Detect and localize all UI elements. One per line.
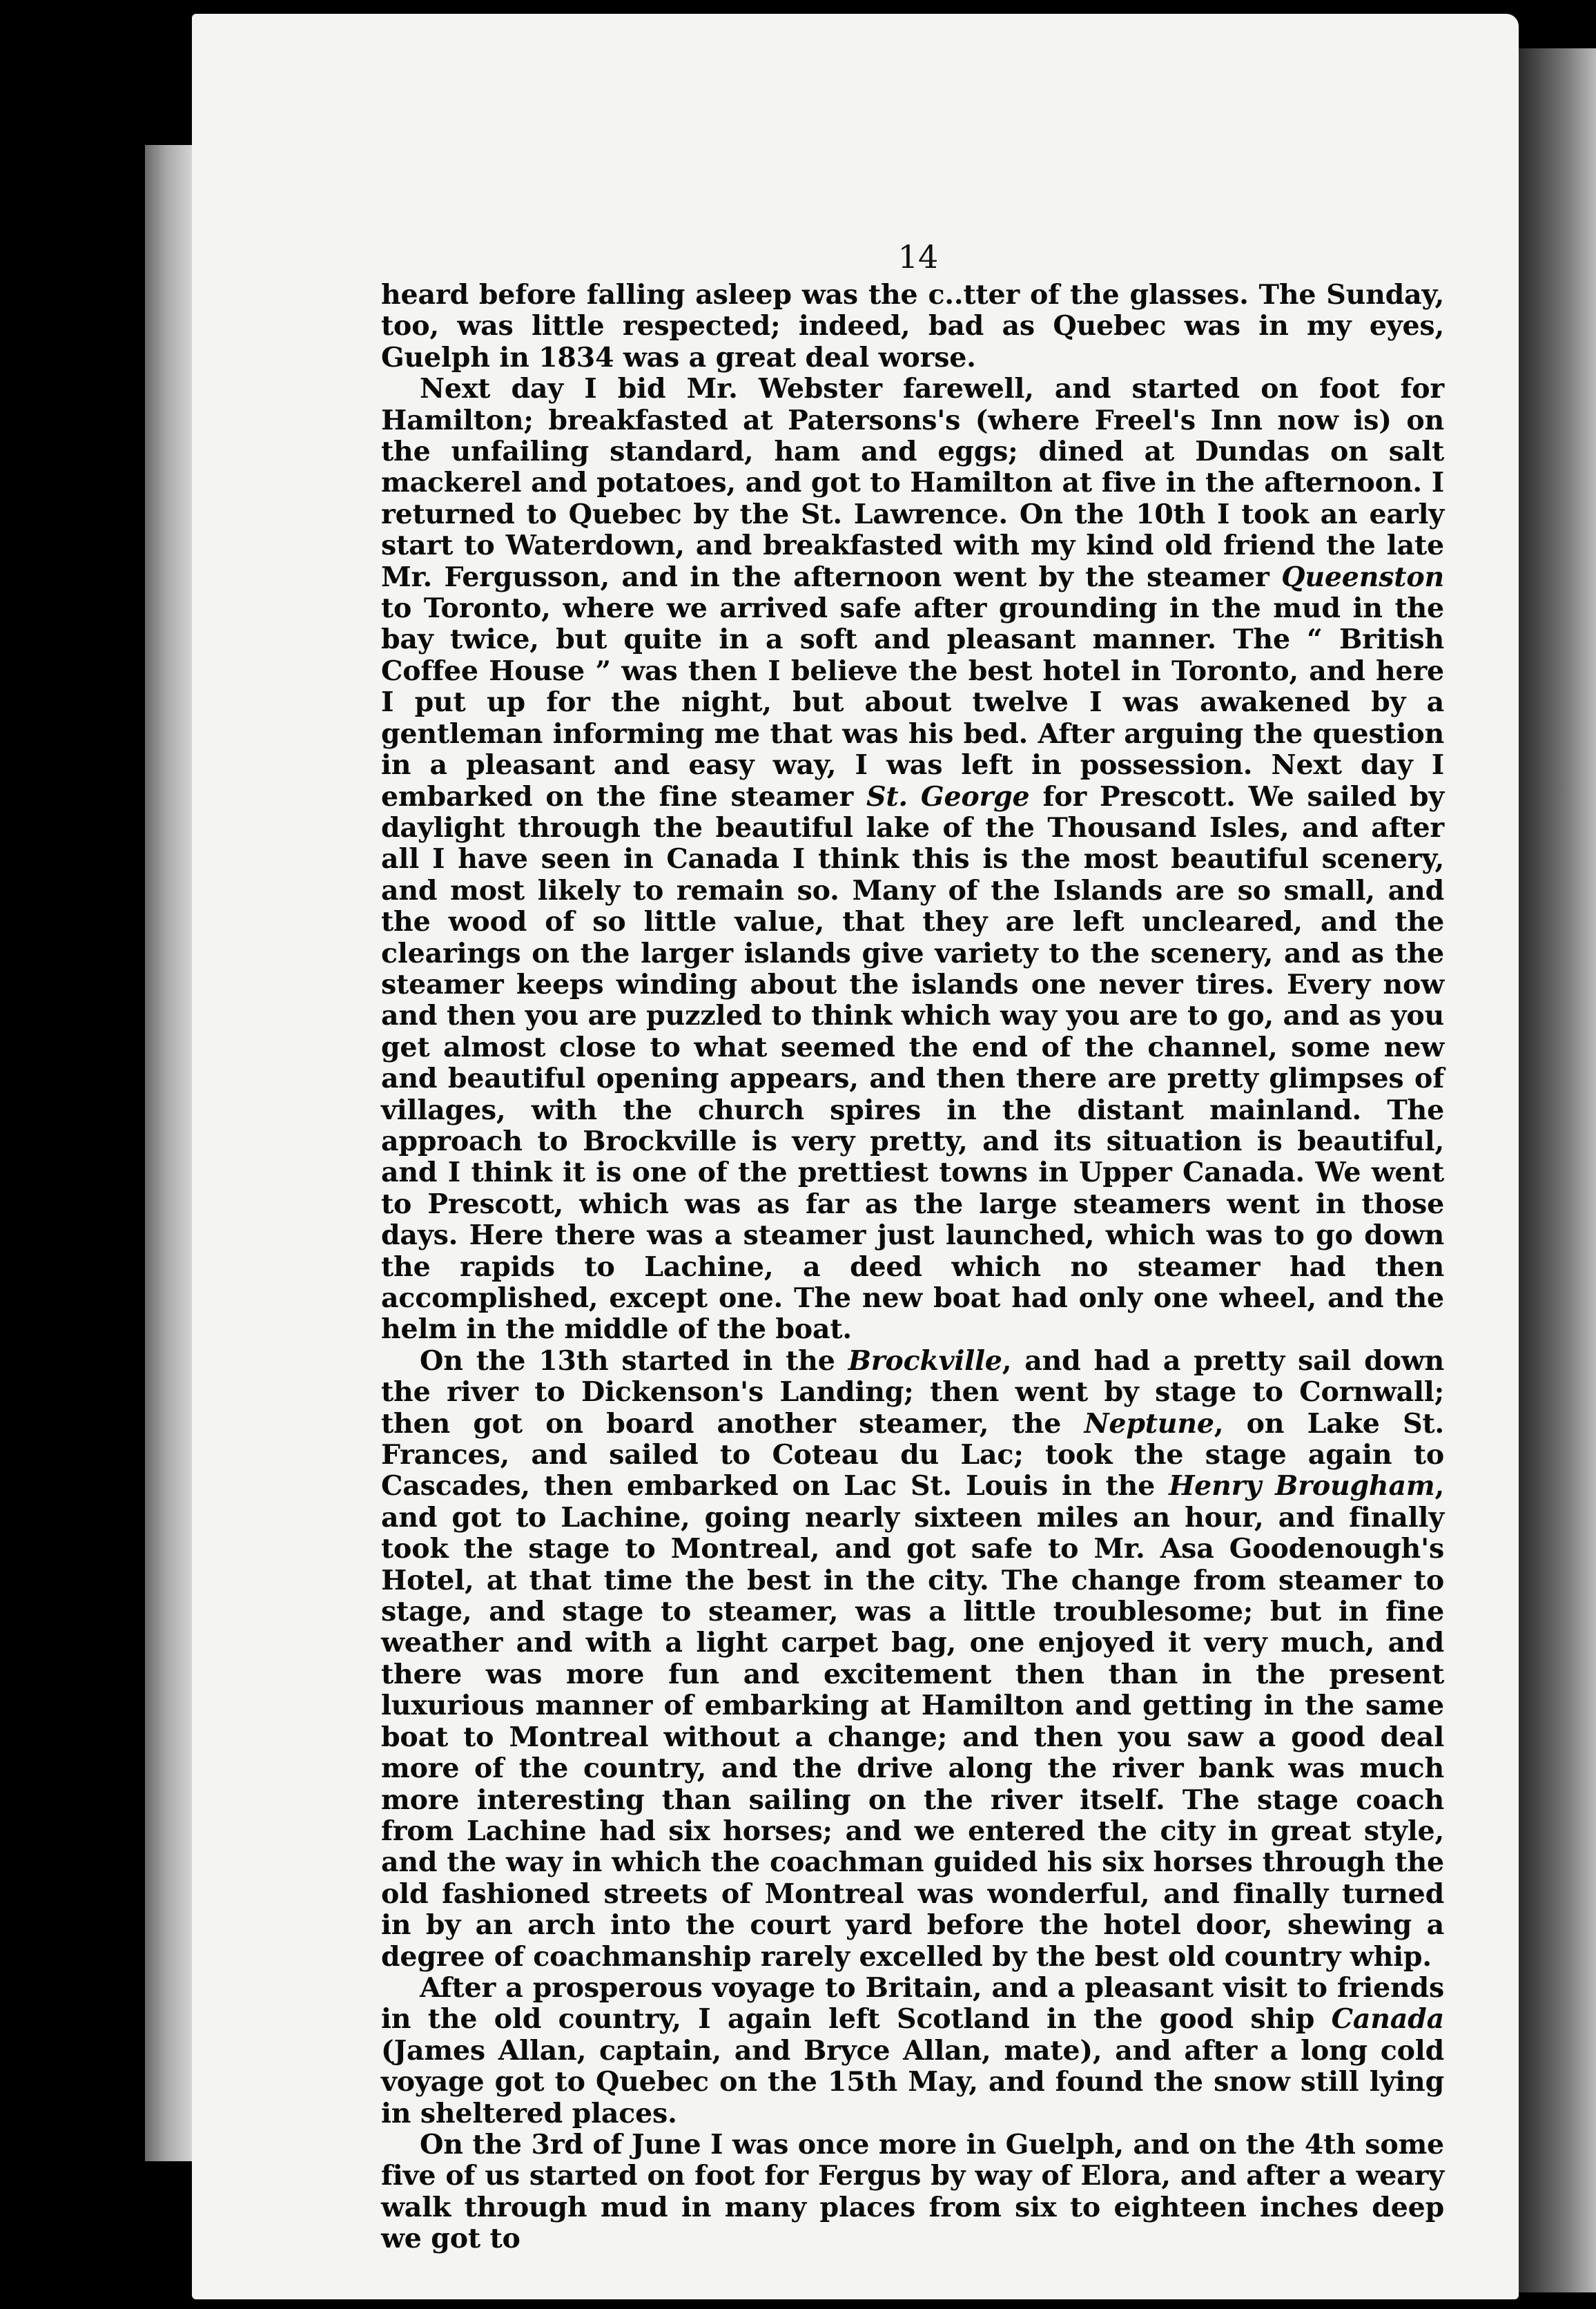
- page-number: 14: [897, 238, 939, 276]
- paragraph: [381, 1973, 1444, 2129]
- text-run: (James Allan, captain, and Bryce Allan, mate), and after a long cold voyage got to Quebec on the 15th May, and found the snow still lying in sheltered places.: [381, 2034, 1444, 2129]
- text-run: On the 13th started in the: [420, 1344, 848, 1377]
- right-page-edge: [1519, 48, 1596, 2292]
- text-run: , and got to Lachine, going nearly sixteen miles an hour, and finally took the stage to Montreal, and got safe to Mr. Asa Goodenough's Hotel, at that time the best in the city. The change from steamer to stage, and stage to steamer, was a little troublesome; but in fine weather and with a light carpet bag, one enjoyed it very much, and there was more fun and excitement then than in the present luxurious manner of embarking at Hamilton and getting in the same boat to Montreal without a change; and then you saw a good deal more of the country, and the drive along the river bank was much more interesting than sailing on the river itself. The stage coach from Lachine had six horses; and we entered the city in great style, and the way in which the coachman guided his six horses through the old fashioned streets of Montreal was wonderful, and finally turned in by an arch into the court yard before the hotel door, shewing a degree of coachmanship rarely excelled by the best old country whip.: [381, 1470, 1444, 1973]
- text-run: , and had a pretty sail down the river to Dickenson's Landing; then went by stage to Cornwall; then got on board another steamer, the: [381, 1344, 1444, 1440]
- italic-name: Brockville: [848, 1344, 1002, 1377]
- text-run: After a prosperous voyage to Britain, and a pleasant visit to friends in the old country, I again left Scotland in the good ship: [381, 1971, 1444, 2036]
- left-binding-edge: [145, 145, 193, 2161]
- text-run: heard before falling asleep was the c..tter of the glasses. The Sunday, too, was little respected; indeed, bad as Quebec was in my eyes, Guelph in 1834 was a great deal worse.: [381, 279, 1444, 374]
- italic-name: Canada: [1331, 2003, 1444, 2036]
- italic-name: Neptune: [1084, 1407, 1214, 1440]
- body-text: [381, 280, 1444, 2255]
- text-run: to Toronto, where we arrived safe after grounding in the mud in the bay twice, but quite in a soft and pleasant manner. The “ British Coffee House ” was then I believe the best hotel in Toronto, and here I put up for the night, but about twelve I was awakened by a gentleman informing me that was his bed. After arguing the question in a pleasant and easy way, I was left in possession. Next day I embarked on the fine steamer: [381, 592, 1444, 813]
- italic-name: Queenston: [1281, 561, 1444, 593]
- italic-name: Henry Brougham: [1169, 1470, 1435, 1503]
- paragraph: [381, 1346, 1444, 1973]
- text-run: , on Lake St. Frances, and sailed to Coteau du Lac; took the stage again to Cascades, then embarked on Lac St. Louis in the: [381, 1407, 1444, 1503]
- paragraph: [381, 280, 1444, 374]
- text-run: Next day I bid Mr. Webster farewell, and started on foot for Hamilton; breakfasted at Patersons's (where Freel's Inn now is) on the unfailing standard, ham and eggs; dined at Dundas on salt mackerel and potatoes, and got to Hamilton at five in the afternoon. I returned to Quebec by the St. Lawrence. On the 10th I took an early start to Waterdown, and breakfasted with my kind old friend the late Mr. Fergusson, and in the afternoon went by the steamer: [381, 373, 1444, 593]
- text-run: On the 3rd of June I was once more in Guelph, and on the 4th some five of us started on foot for Fergus by way of Elora, and after a weary walk through mud in many places from six to eighteen inches deep we got to: [381, 2128, 1444, 2255]
- text-run: for Prescott. We sailed by daylight through the beautiful lake of the Thousand Isles, and after all I have seen in Canada I think this is the most beautiful scenery, and most likely to remain so. Many of the Islands are so small, and the wood of so little value, that they are left uncleared, and the clearings on the larger islands give variety to the scenery, and as the steamer keeps winding about the islands one never tires. Every now and then you are puzzled to think which way you are to go, and as you get almost close to what seemed the end of the channel, some new and beautiful opening appears, and then there are pretty glimpses of villages, with the church spires in the distant mainland. The approach to Brockville is very pretty, and its situation is beautiful, and I think it is one of the prettiest towns in Upper Canada. We went to Prescott, which was as far as the large steamers went in those days. Here there was a steamer just launched, which was to go down the rapids to Lachine, a deed which no steamer had then accomplished, except one. The new boat had only one wheel, and the helm in the middle of the boat.: [381, 780, 1445, 1346]
- italic-name: St. George: [866, 780, 1030, 813]
- paragraph: [381, 374, 1444, 1346]
- paragraph: [381, 2129, 1444, 2255]
